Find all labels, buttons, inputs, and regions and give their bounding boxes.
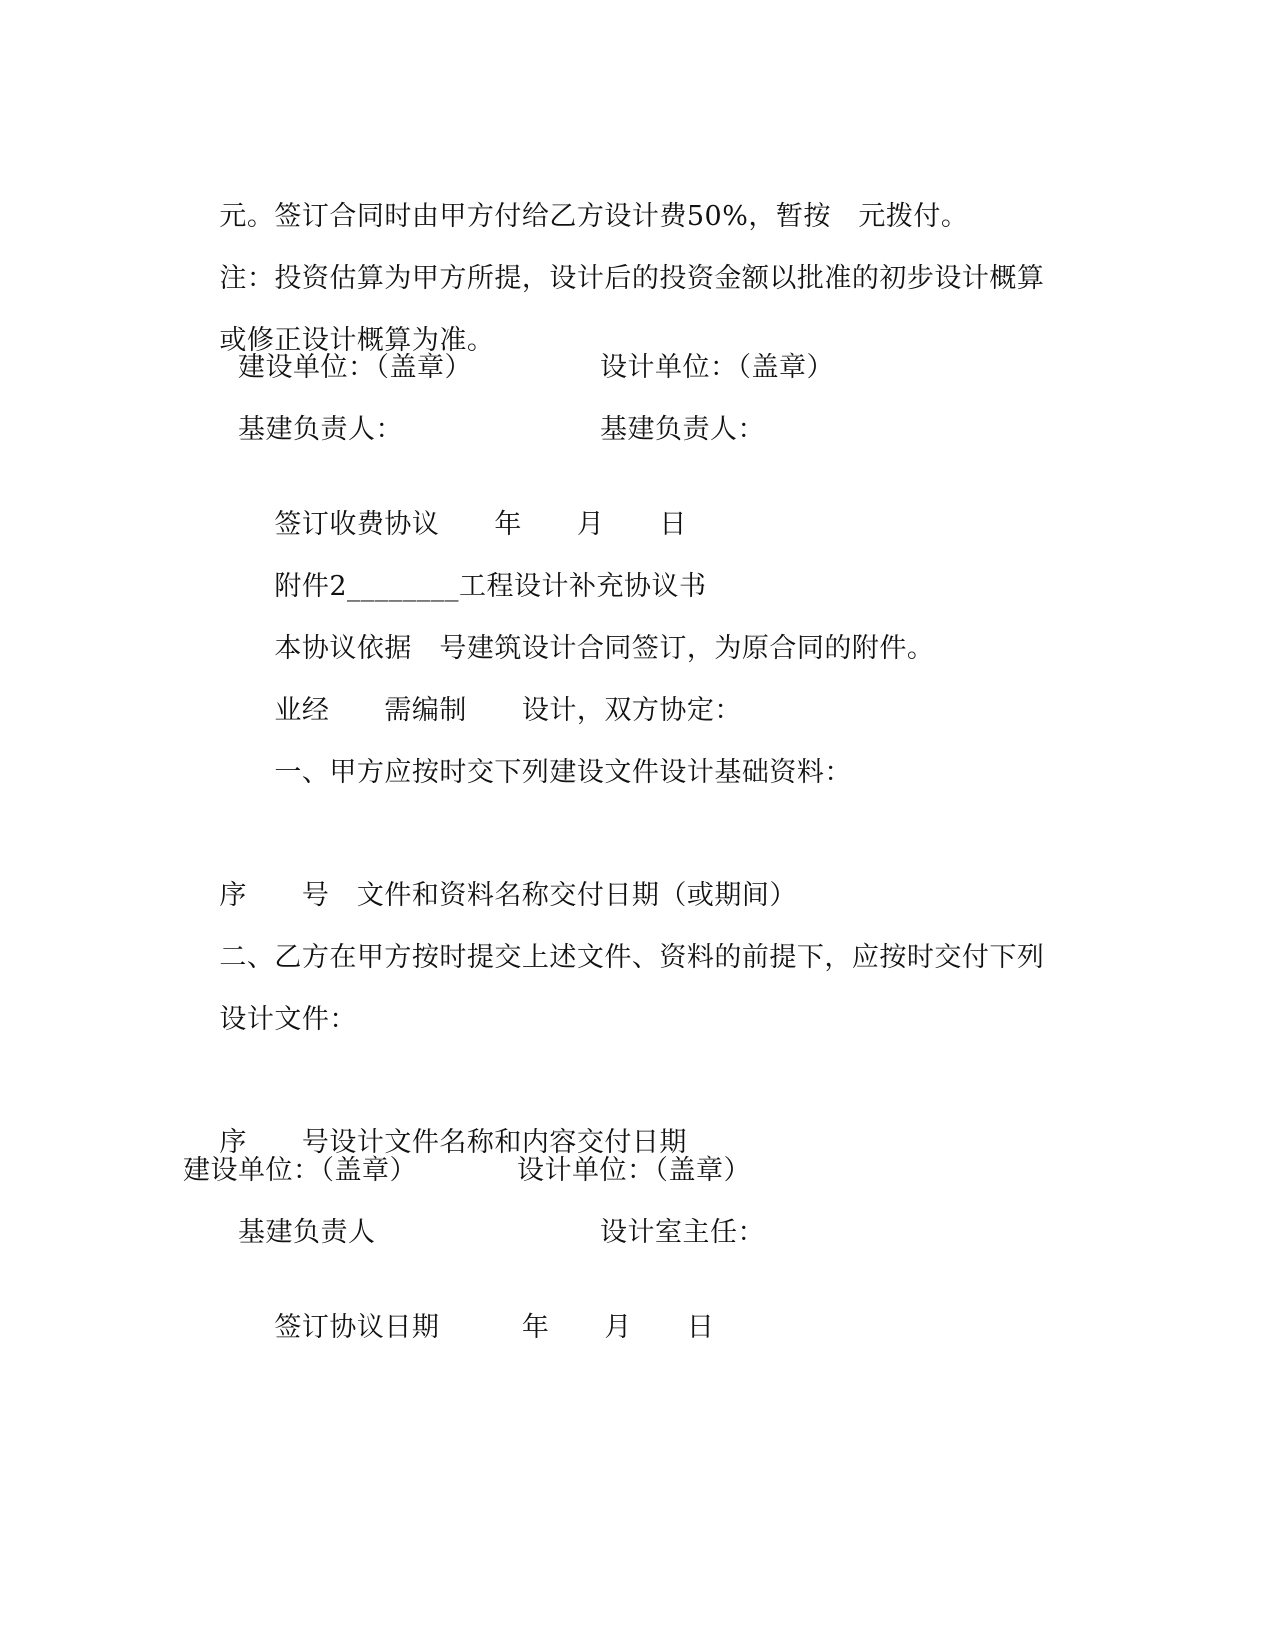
design-unit-seal-2: 设计单位：（盖章）: [517, 1155, 751, 1186]
design-unit-seal: 设计单位：（盖章）: [600, 352, 834, 383]
clause-2-line2: [183, 969, 357, 1071]
basis-text: 本协议依据 号建筑设计合同签订，为原合同的附件。: [274, 633, 935, 664]
design-office-director: 设计室主任：: [600, 1217, 765, 1248]
fee-agreement-date-text: 签订收费协议 年 月 日: [274, 509, 687, 540]
note-text-1: 注：投资估算为甲方所提，设计后的投资金额以批准的初步设计概算: [219, 263, 1045, 294]
clause-2-text-2: 设计文件：: [219, 1004, 357, 1035]
clause-1: [238, 722, 852, 824]
construction-unit-seal-2: 建设单位：（盖章）: [183, 1155, 417, 1186]
construction-responsible-2: 基建负责人: [238, 1217, 376, 1248]
construction-responsible: 基建负责人：: [238, 414, 403, 445]
agreement-date-text: 签订协议日期 年 月 日: [274, 1312, 715, 1343]
clause-1-text: 一、甲方应按时交下列建设文件设计基础资料：: [274, 757, 852, 788]
clause-2-text-1: 二、乙方在甲方按时提交上述文件、资料的前提下，应按时交付下列: [219, 942, 1045, 973]
table-1-header-text: 序 号 文件和资料名称交付日期（或期间）: [219, 880, 797, 911]
agreement-date: [238, 1277, 714, 1379]
work-needed-text: 业经 需编制 设计，双方协定：: [274, 695, 742, 726]
table-2-header-text: 序 号设计文件名称和内容交付日期: [219, 1127, 687, 1158]
design-responsible: 基建负责人：: [600, 414, 765, 445]
construction-unit-seal: 建设单位：（盖章）: [238, 352, 472, 383]
attachment-title-text: 附件2________工程设计补充协议书: [274, 571, 707, 602]
fee-text: 元。签订合同时由甲方付给乙方设计费50%，暂按 元拨付。: [219, 201, 969, 232]
note-text-2: 或修正设计概算为准。: [219, 325, 495, 356]
